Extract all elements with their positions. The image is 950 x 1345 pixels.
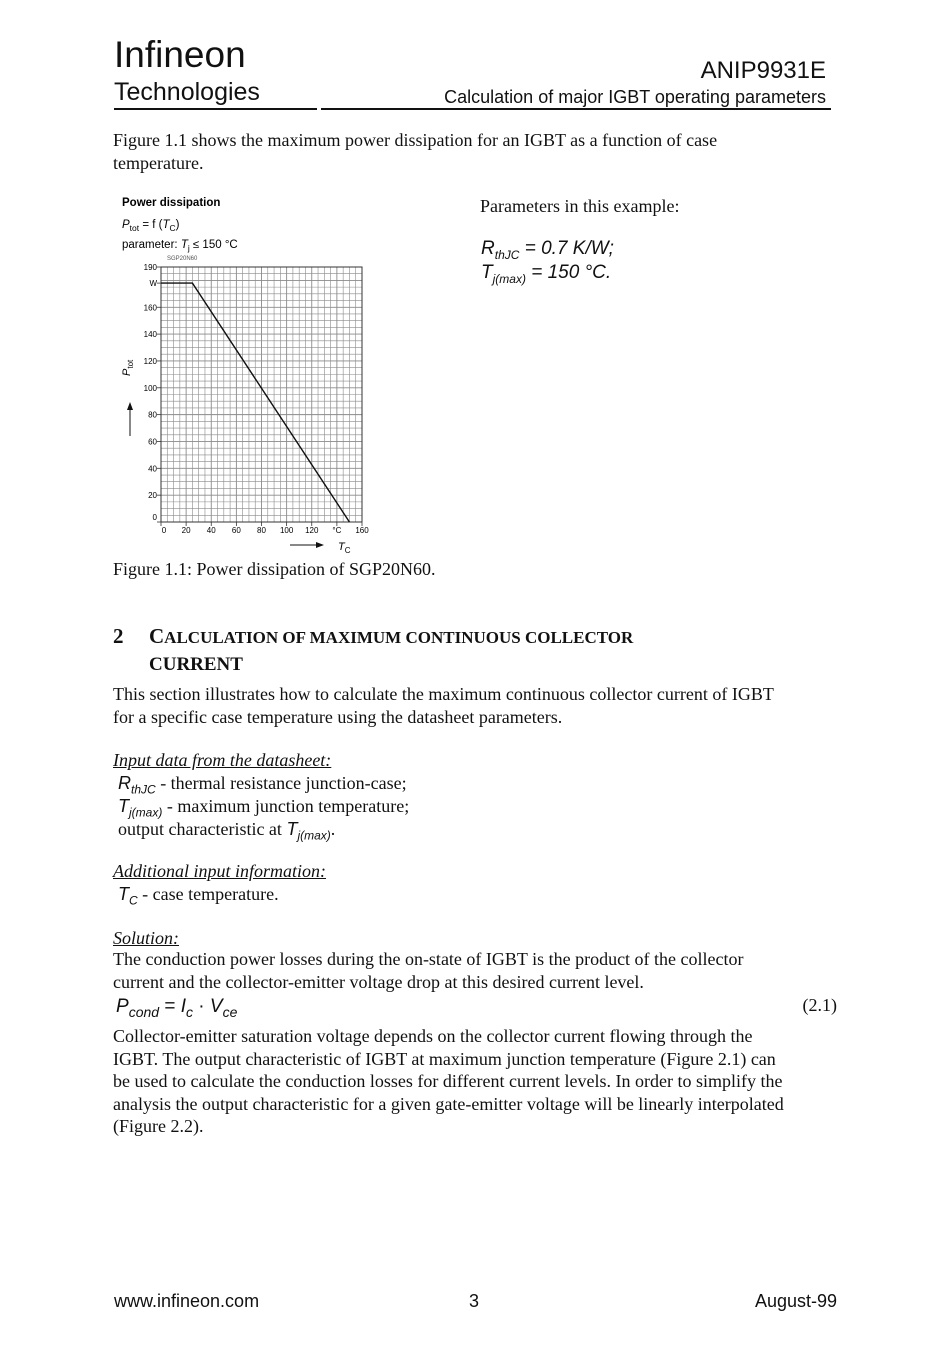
additional-item-tc: $T_C$ - case temperature. [118, 884, 279, 908]
x-tick-label: 20 [181, 526, 191, 535]
chart-y-arrow-icon [127, 402, 133, 410]
footer-url: www.infineon.com [114, 1291, 260, 1311]
x-tick-label: 120 [305, 526, 319, 535]
solution-line-1: The conduction power losses during the on-state of IGBT is the product of the collector [113, 949, 744, 969]
header-rule-right [321, 108, 831, 110]
x-tick-label: 0 [161, 526, 167, 535]
equation-2-1: $P_{cond} = I_c \cdot V_{ce}$ [116, 996, 238, 1020]
chart-x-axis-label: $T_C$ [338, 541, 351, 555]
company-name: Infineon [114, 34, 246, 75]
footer-date: August-99 [754, 1291, 837, 1311]
page-number: 3 [469, 1291, 480, 1311]
equation-number: (2.1) [802, 995, 837, 1015]
chart-x-arrow-icon [316, 542, 324, 548]
param-rth: $R_{thJC} = 0.7$ K/W; [481, 238, 614, 262]
input-item-rth: $R_{thJC}$ - thermal resistance junction-case; [118, 773, 407, 797]
y-tick-label: 190 [143, 263, 157, 272]
chart-x-ticks [161, 522, 369, 535]
section-title [149, 624, 634, 648]
input-item-tj: $T_{j(max)}$ - maximum junction temperature; [118, 796, 410, 820]
header-rule-left [114, 108, 317, 110]
section-heading [113, 624, 633, 649]
y-tick-label: W [149, 279, 157, 289]
x-tick-label: °C [332, 526, 342, 535]
solution-para-line: Collector-emitter saturation voltage depends on the collector current flowing through the [113, 1026, 753, 1046]
section-title-part: ALCULATION OF MAXIMUM CONTINUOUS COLLECTOR [164, 628, 634, 647]
solution-heading: Solution: [113, 928, 179, 948]
section-intro-line-2: for a specific case temperature using the datasheet parameters. [113, 706, 563, 727]
param-tj: $T_{j(max)} = 150$ °C. [481, 262, 612, 286]
chart-y-axis-label: $P_{tot}$ [121, 359, 135, 376]
y-tick-label: 20 [148, 491, 157, 501]
chart-device-label: SGP20N60 [167, 256, 198, 262]
solution-para-line: (Figure 2.2). [113, 1116, 204, 1136]
section-intro [113, 683, 853, 728]
y-tick-label: 160 [143, 303, 157, 313]
solution-para-line: analysis the output characteristic for a given gate-emitter voltage will be linearly interpolated [113, 1093, 784, 1114]
chart-function-label: $P_{tot} = f$ $(T_C)$ [122, 219, 180, 233]
y-tick-label: 60 [148, 437, 157, 447]
x-tick-label: 60 [231, 526, 241, 535]
input-item-output: output characteristic at $T_{j(max)}$. [118, 819, 336, 843]
solution-paragraph [113, 1025, 853, 1138]
y-tick-label: 120 [143, 356, 157, 366]
intro-line-1: Figure 1.1 shows the maximum power dissipation for an IGBT as a function of case [113, 130, 718, 150]
intro-paragraph [113, 129, 833, 174]
section-intro-line-1: This section illustrates how to calculate the maximum continuous collector current of IGBT [113, 684, 774, 704]
y-tick-label: 0 [152, 513, 157, 522]
power-dissipation-chart [110, 188, 390, 560]
y-tick-label: 100 [143, 383, 157, 393]
input-data-heading: Input data from the datasheet: [113, 750, 332, 770]
intro-line-2: temperature. [113, 152, 204, 173]
solution-intro [113, 948, 853, 993]
x-tick-label: 100 [279, 526, 294, 535]
chart-y-ticks [144, 263, 161, 522]
chart-parameter-label: parameter: $T_j \le 150$ °C [122, 239, 238, 253]
y-tick-label: 80 [148, 410, 157, 420]
additional-heading: Additional input information: [113, 861, 327, 881]
y-tick-label: 140 [143, 330, 157, 340]
section-title-line2: CURRENT [149, 654, 243, 675]
section-number: 2 [113, 624, 124, 648]
chart-title: Power dissipation [122, 197, 221, 209]
y-tick-label: 40 [148, 464, 157, 474]
params-heading: Parameters in this example: [480, 196, 680, 216]
x-tick-label: 40 [206, 526, 216, 535]
x-tick-label: 160 [355, 526, 369, 535]
solution-line-2: current and the collector-emitter voltage drop at this desired current level. [113, 971, 644, 992]
document-id: ANIP9931E [700, 57, 826, 84]
chart-grid [161, 267, 362, 522]
solution-para-line: be used to calculate the conduction losses for different current levels. In order to simplify the [113, 1071, 783, 1091]
company-name-line2: Technologies [114, 78, 260, 106]
figure-caption: Figure 1.1: Power dissipation of SGP20N60. [113, 559, 436, 579]
document-subtitle: Calculation of major IGBT operating parameters [444, 87, 826, 107]
section-title-part: C [149, 624, 165, 648]
solution-para-line: IGBT. The output characteristic of IGBT at maximum junction temperature (Figure 2.1) can [113, 1048, 776, 1069]
x-tick-label: 80 [257, 526, 266, 535]
